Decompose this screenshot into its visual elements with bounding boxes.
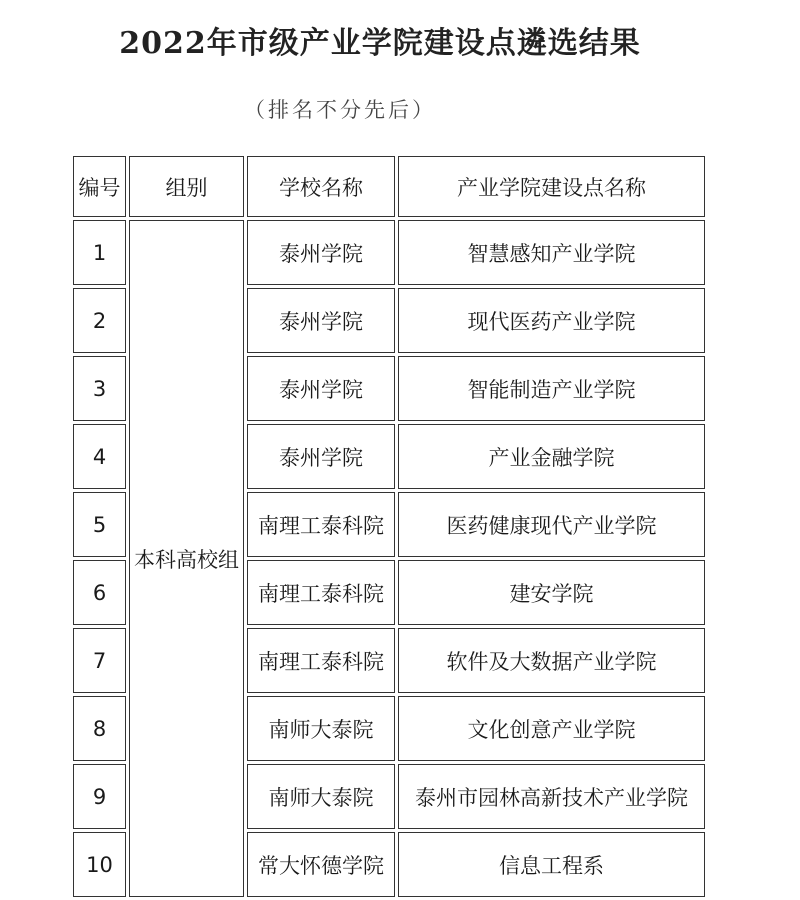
table-header-row [73,156,705,217]
row-school: 南师大泰院 [247,696,395,761]
row-number: 7 [73,628,126,693]
header-school: 学校名称 [247,156,395,217]
row-college: 智能制造产业学院 [398,356,705,421]
row-school: 泰州学院 [247,356,395,421]
page-subtitle: （排名不分先后） [244,98,436,122]
row-number: 8 [73,696,126,761]
row-number: 4 [73,424,126,489]
row-school: 泰州学院 [247,220,395,285]
row-school: 泰州学院 [247,288,395,353]
header-number: 编号 [73,156,126,217]
row-college: 软件及大数据产业学院 [398,628,705,693]
row-college: 产业金融学院 [398,424,705,489]
results-table [70,153,708,900]
group-cell: 本科高校组 [129,220,244,897]
header-group: 组别 [129,156,244,217]
row-college: 智慧感知产业学院 [398,220,705,285]
row-number: 10 [73,832,126,897]
row-school: 南理工泰科院 [247,492,395,557]
row-number: 6 [73,560,126,625]
row-number: 2 [73,288,126,353]
row-college: 现代医药产业学院 [398,288,705,353]
row-college: 医药健康现代产业学院 [398,492,705,557]
page-title: 2022年市级产业学院建设点遴选结果 [119,26,641,61]
header-college: 产业学院建设点名称 [398,156,705,217]
row-number: 5 [73,492,126,557]
row-college: 泰州市园林高新技术产业学院 [398,764,705,829]
row-number: 3 [73,356,126,421]
row-school: 南理工泰科院 [247,560,395,625]
row-college: 文化创意产业学院 [398,696,705,761]
row-school: 常大怀德学院 [247,832,395,897]
row-number: 9 [73,764,126,829]
row-college: 信息工程系 [398,832,705,897]
row-school: 南师大泰院 [247,764,395,829]
row-college: 建安学院 [398,560,705,625]
row-school: 泰州学院 [247,424,395,489]
table-row [73,220,705,285]
row-number: 1 [73,220,126,285]
row-school: 南理工泰科院 [247,628,395,693]
